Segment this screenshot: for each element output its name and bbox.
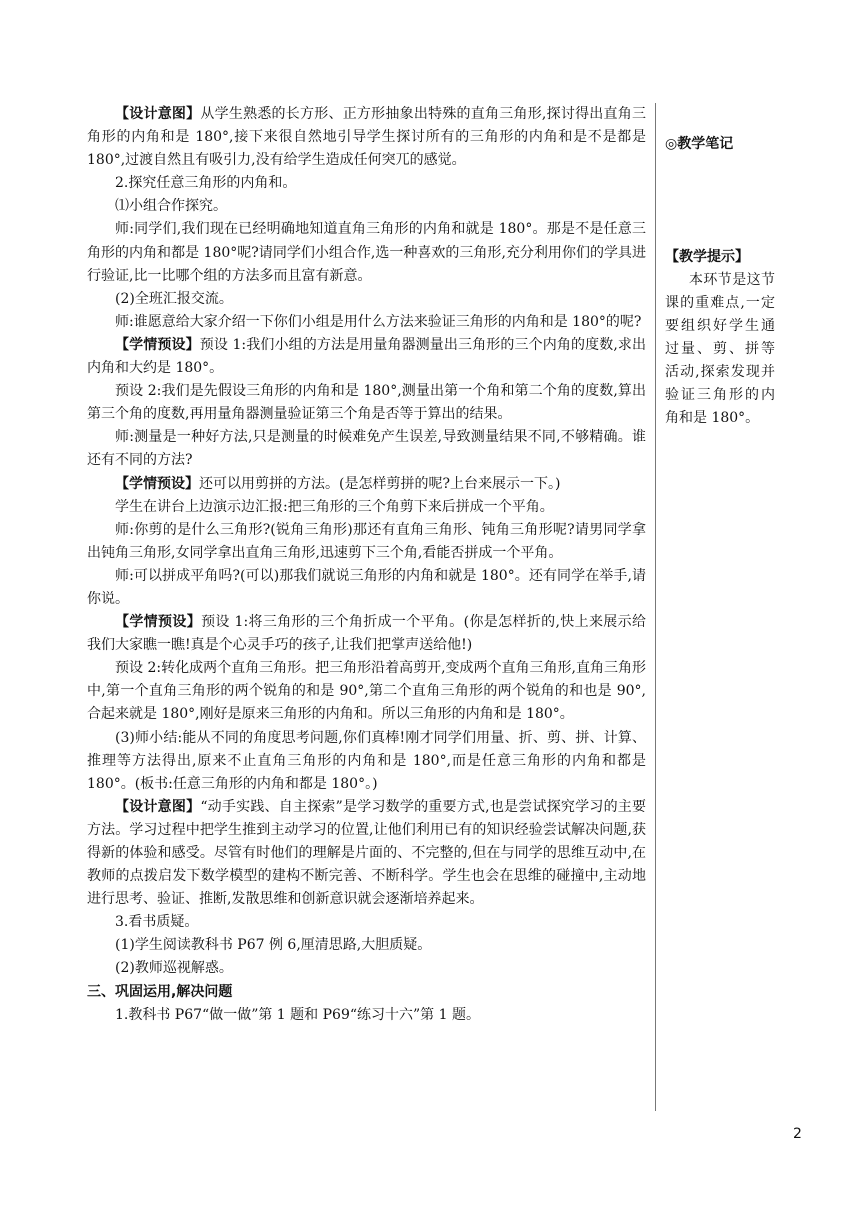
paragraph: (2)全班汇报交流。	[115, 290, 233, 307]
paragraph: 预设 2:我们是先假设三角形的内角和是 180°,测量出第一个角和第二个角的度数,算出第三个角的度数,再用量角器测量验证第三个角是否等于算出的结果。	[87, 383, 646, 423]
paragraph	[87, 796, 646, 911]
student-preset-tag: 【学情预设】	[115, 475, 199, 492]
paragraph: 学生在讲台上边演示边汇报:把三角形的三个角剪下来后拼成一个平角。	[115, 498, 554, 515]
design-intent-tag: 【设计意图】	[115, 106, 201, 122]
section-heading: 三、巩固运用,解决问题	[87, 983, 233, 1000]
teaching-tips	[665, 246, 775, 430]
paragraph: (1)学生阅读教科书 P67 例 6,厘清思路,大胆质疑。	[115, 937, 432, 954]
paragraph-text: 还可以用剪拼的方法。(是怎样剪拼的呢?上台来展示一下。)	[199, 475, 561, 492]
notes-title-text: ◎教学笔记	[665, 136, 734, 152]
teaching-notes-title	[665, 133, 775, 156]
lesson-body	[87, 103, 646, 1027]
paragraph: 3.看书质疑。	[115, 914, 199, 931]
paragraph: 师:测量是一种好方法,只是测量的时候难免产生误差,导致测量结果不同,不够精确。谁还有不同的方法?	[87, 429, 646, 469]
margin-divider	[655, 103, 656, 1111]
paragraph	[87, 611, 646, 657]
paragraph: 师:你剪的是什么三角形?(锐角三角形)那还有直角三角形、钝角三角形呢?请男同学拿出钝角三角形,女同学拿出直角三角形,迅速剪下三个角,看能否拼成一个平角。	[87, 521, 646, 561]
paragraph: ⑴小组合作探究。	[115, 198, 227, 215]
paragraph	[87, 334, 646, 380]
paragraph: 2.探究任意三角形的内角和。	[115, 175, 297, 192]
design-intent-tag: 【设计意图】	[115, 798, 201, 815]
tips-title: 【教学提示】	[665, 249, 749, 265]
paragraph: 师:可以拼成平角吗?(可以)那我们就说三角形的内角和就是 180°。还有同学在举手,请你说。	[87, 567, 646, 607]
tips-body: 本环节是这节课的重难点,一定要组织好学生通过量、剪、拼等活动,探索发现并验证三角形的内角和是 180°。	[665, 272, 775, 426]
paragraph: (2)教师巡视解惑。	[115, 960, 233, 977]
paragraph	[87, 473, 646, 496]
paragraph-text: 预设 1:我们小组的方法是用量角器测量出三角形的三个内角的度数,求出内角和大约是 180°。	[87, 336, 647, 377]
paragraph-text: “动手实践、自主探索”是学习数学的重要方式,也是尝试探究学习的主要方法。学习过程中把学生推到主动学习的位置,让他们利用已有的知识经验尝试解决问题,获得新的体验和感受。尽管有时他们的理解是片面的、不完整的,但在与同学的思维互动中,在教师的点拨启发下数学模型的建构不断完善、不断科学。学生也会在思维的碰撞中,主动地进行思考、验证、推断,发散思维和创新意识就会逐渐培养起来。	[87, 798, 647, 908]
paragraph-text: 预设 1:将三角形的三个角折成一个平角。(你是怎样折的,快上来展示给我们大家瞧一瞧!真是个心灵手巧的孩子,让我们把掌声送给他!)	[87, 614, 646, 654]
student-preset-tag: 【学情预设】	[115, 336, 200, 353]
paragraph: 师:谁愿意给大家介绍一下你们小组是用什么方法来验证三角形的内角和是 180°的呢?	[115, 313, 642, 330]
paragraph	[87, 103, 646, 172]
paragraph: 预设 2:转化成两个直角三角形。把三角形沿着高剪开,变成两个直角三角形,直角三角形中,第一个直角三角形的两个锐角的和是 90°,第二个直角三角形的两个锐角的和也是 90°,合起来就是 180°,刚好是原来三角形的内角和。所以三角形的内角和是 180°。	[87, 660, 646, 723]
student-preset-tag: 【学情预设】	[115, 614, 202, 631]
paragraph-text: 从学生熟悉的长方形、正方形抽象出特殊的直角三角形,探讨得出直角三角形的内角和是 180°,接下来很自然地引导学生探讨所有的三角形的内角和是不是都是 180°,过渡自然且有吸引力,没有给学生造成任何突兀的感觉。	[87, 106, 646, 169]
paragraph: 1.教科书 P67“做一做”第 1 题和 P69“练习十六”第 1 题。	[115, 1006, 480, 1023]
paragraph: (3)师小结:能从不同的角度思考问题,你们真棒!刚才同学们用量、折、剪、拼、计算、推理等方法得出,原来不止直角三角形的内角和是 180°,而是任意三角形的内角和都是 180°。(板书:任意三角形的内角和都是 180°。)	[87, 729, 646, 792]
paragraph: 师:同学们,我们现在已经明确地知道直角三角形的内角和就是 180°。那是不是任意三角形的内角和都是 180°呢?请同学们小组合作,选一种喜欢的三角形,充分利用你们的学具进行验证,比一比哪个组的方法多而且富有新意。	[87, 221, 646, 284]
page-number: 2	[793, 1126, 802, 1142]
